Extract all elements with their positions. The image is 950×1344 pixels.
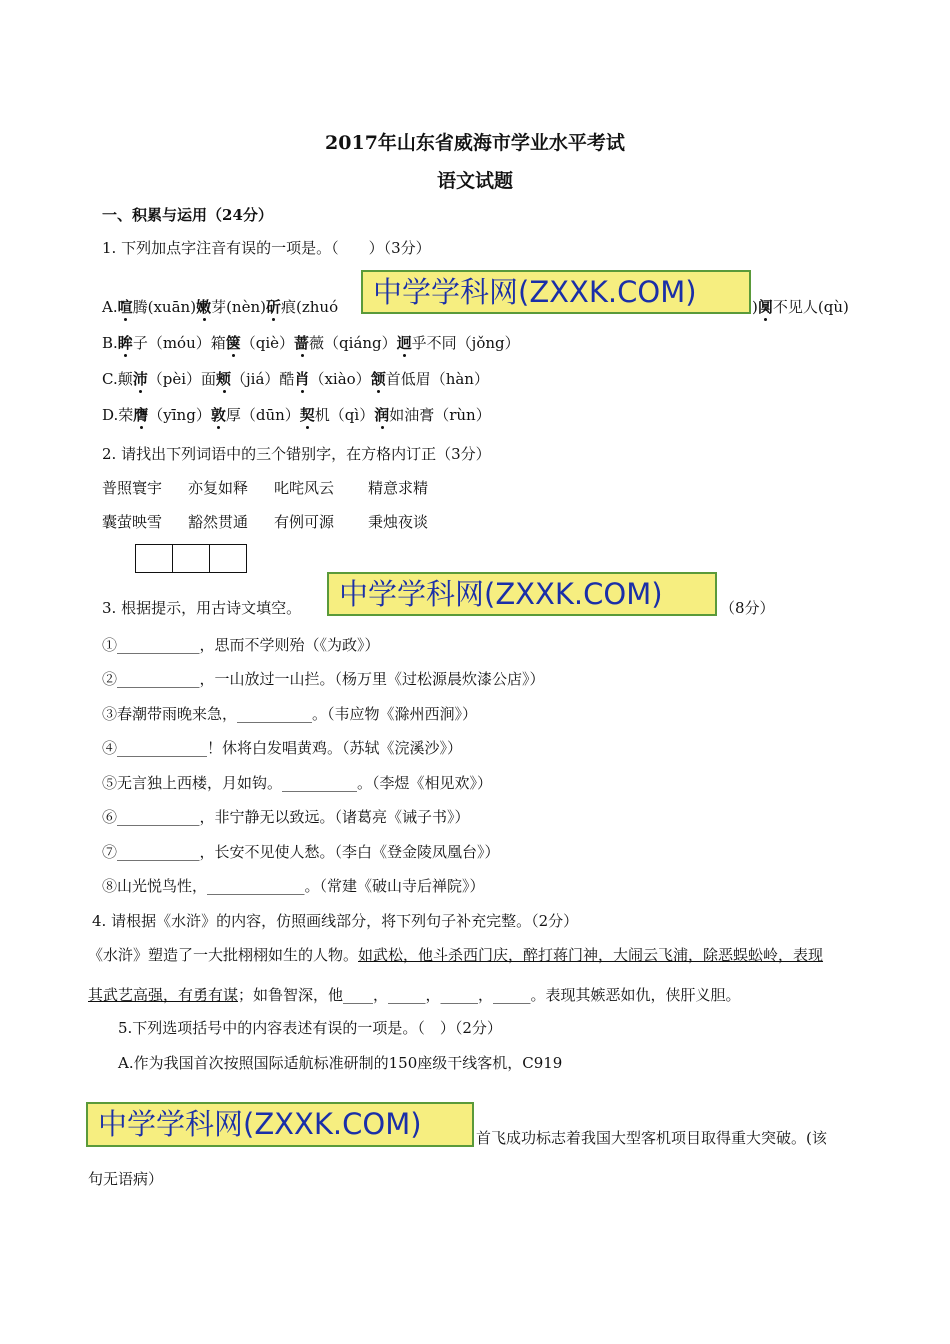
- q2-words-row1: 普照寰宇 亦复如释 叱咤风云 精意求精: [102, 479, 429, 497]
- q3-item-3: ③春潮带雨晚来急，__________。（韦应物《滁州西涧》）: [102, 705, 478, 723]
- q2-words-row2: 囊萤映雪 豁然贯通 有例可源 秉烛夜谈: [102, 513, 429, 531]
- q3-item-4: ④____________！休将白发唱黄鸡。（苏轼《浣溪沙》）: [102, 739, 463, 757]
- answer-box[interactable]: [209, 544, 247, 573]
- q3-item-5: ⑤无言独上西楼，月如钩。__________。（李煜《相见欢》）: [102, 774, 493, 792]
- q4-stem: 4. 请根据《水浒》的内容，仿照画线部分，将下列句子补充完整。（2分）: [92, 912, 579, 930]
- q1-option-b: B.眸子（móu）箱箧（qiè）蔷薇（qiáng）迥乎不同（jǒng）: [102, 334, 520, 352]
- answer-boxes: [135, 544, 247, 573]
- q4-line-2: 其武艺高强，有勇有谋；如鲁智深，他____，_____，_____，_____。表现其嫉恶如仇，侠肝义胆。: [88, 986, 741, 1004]
- answer-box[interactable]: [135, 544, 173, 573]
- q2-stem: 2. 请找出下列词语中的三个错别字，在方格内订正（3分）: [102, 445, 491, 463]
- watermark-banner: 中学学科网(ZXXK.COM): [361, 270, 751, 314]
- q1-option-a: A.喧腾(xuān)嫩芽(nèn)斫痕(zhuó: [102, 298, 339, 316]
- q3-item-6: ⑥___________，非宁静无以致远。（诸葛亮《诫子书》）: [102, 808, 470, 826]
- underlined-model: 其武艺高强，有勇有谋: [88, 986, 239, 1004]
- q5-option-a-2: 首飞成功标志着我国大型客机项目取得重大突破。(该: [476, 1129, 827, 1147]
- q3-score: （8分）: [720, 599, 775, 617]
- q3-item-2: ②___________，一山放过一山拦。（杨万里《过松源晨炊漆公店》）: [102, 670, 545, 688]
- section-heading: 一、积累与运用（24分）: [102, 206, 273, 224]
- q3-item-7: ⑦___________，长安不见使人愁。（李白《登金陵凤凰台》）: [102, 843, 500, 861]
- q5-option-a-3: 句无语病）: [88, 1170, 164, 1188]
- watermark-banner: 中学学科网(ZXXK.COM): [327, 572, 717, 616]
- q3-item-1: ①___________，思而不学则殆（《为政》）: [102, 636, 380, 654]
- q1-option-d: D.荣膺（yīng）敦厚（dūn）契机（qì）润如油膏（rùn）: [102, 406, 491, 424]
- page-subtitle: 语文试题: [436, 170, 513, 192]
- q1-stem: 1. 下列加点字注音有误的一项是。（ ）（3分）: [102, 239, 431, 257]
- watermark-banner: 中学学科网(ZXXK.COM): [86, 1102, 474, 1147]
- q5-option-a-1: A.作为我国首次按照国际适航标准研制的150座级干线客机，C919: [118, 1054, 563, 1072]
- q5-stem: 5.下列选项括号中的内容表述有误的一项是。（ ）（2分）: [118, 1019, 502, 1037]
- q3-stem: 3. 根据提示，用古诗文填空。: [102, 599, 302, 617]
- q1-option-c: C.颠沛（pèi）面颊（jiá）酷肖（xiào）颔首低眉（hàn）: [102, 370, 489, 388]
- answer-box[interactable]: [172, 544, 210, 573]
- q3-item-8: ⑧山光悦鸟性，_____________。（常建《破山寺后禅院》）: [102, 877, 485, 895]
- q4-line-1: 《水浒》塑造了一大批栩栩如生的人物。如武松，他斗杀西门庆，醉打蒋门神，大闹云飞浦，除恶蜈蚣岭，表现: [88, 946, 824, 964]
- page-title: 2017年山东省威海市学业水平考试: [325, 132, 625, 154]
- underlined-model: 如武松，他斗杀西门庆，醉打蒋门神，大闹云飞浦，除恶蜈蚣岭，表现: [358, 946, 824, 964]
- q1-option-a-tail: )阒不见人(qù): [752, 298, 849, 316]
